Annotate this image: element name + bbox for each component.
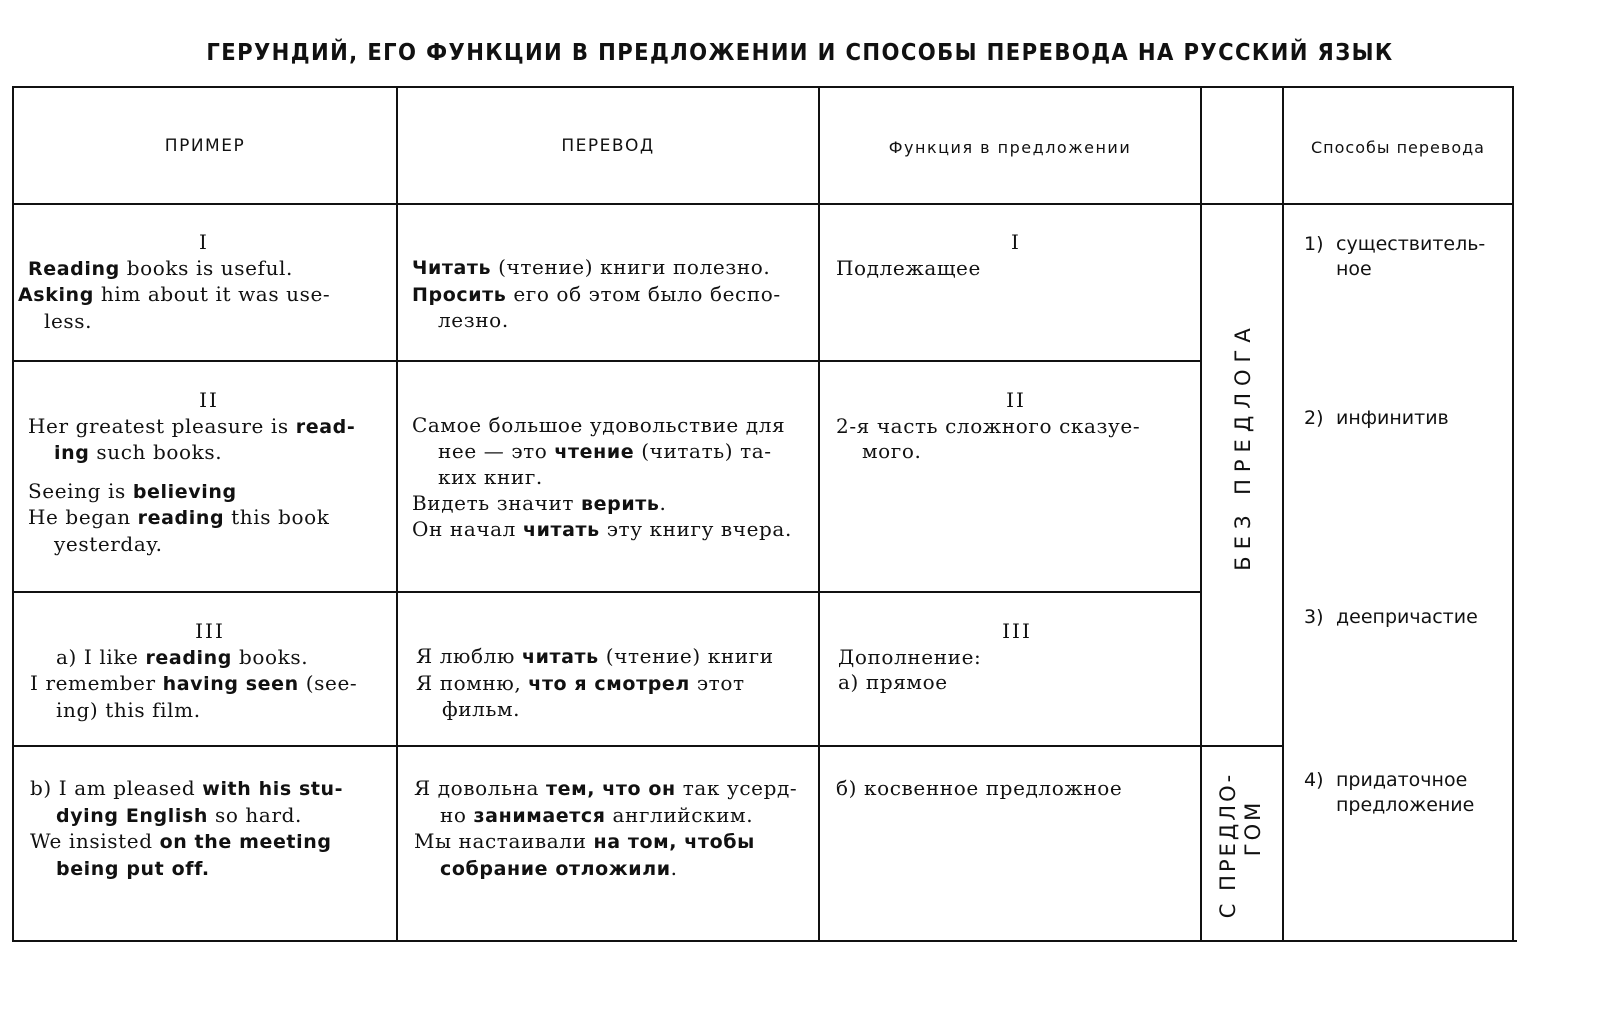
row2-number: II [199,388,219,412]
rule-right [1512,86,1514,942]
gerund-term: Reading [28,257,120,280]
rule-top [12,86,1512,88]
row1-translation: Читать (чтение) книги полезно. Просить его об этом было беспо- лезно. [412,255,781,332]
label-with-preposition: С ПРЕДЛО- ГОМ [1216,771,1265,919]
row1-function: I Подлежащее [836,230,1021,280]
row-divider-2 [12,591,1200,593]
row2-translation: Самое большое удовольствие для нее — это чтение (читать) та- ких книг. Видеть значит верить. Он начал читать эту книгу вчера. [412,413,792,541]
rule-bottom [12,940,1517,942]
row4-example: b) I am pleased with his stu- dying English so hard. We insisted on the meeting being put off. [30,776,344,880]
col-divider-2 [818,86,820,942]
row1-number: I [199,230,209,254]
gerund-term: Asking [18,284,94,306]
row4-function: б) косвенное предложное [836,776,1123,800]
label-without-preposition: БЕЗ ПРЕДЛОГА [1231,321,1255,571]
header-translation: ПЕРЕВОД [561,136,655,156]
row-divider-1 [12,360,1200,362]
row2-example: II Her greatest pleasure is read- ing such books. Seeing is believing He began reading this book yesterday. [28,388,390,557]
way-2: 2) инфинитив [1304,407,1449,429]
rule-left [12,86,14,942]
row3-number: III [195,619,225,643]
row3-translation: Я люблю читать (чтение) книги Я помню, что я смотрел этот фильм. [416,644,774,721]
row-divider-3 [12,745,1282,747]
way-3: 3) деепричастие [1304,606,1478,628]
header-ways: Способы перевода [1311,138,1485,157]
header-example: ПРИМЕР [164,136,246,156]
row2-function: II 2-я часть сложного сказуе- мого. [836,388,1141,463]
col-divider-1 [396,86,398,942]
page-title: ГЕРУНДИЙ, ЕГО ФУНКЦИИ В ПРЕДЛОЖЕНИИ И СПОСОБЫ ПЕРЕВОДА НА РУССКИЙ ЯЗЫК [206,40,1394,66]
way-4: 4) придаточное предложение [1304,769,1475,816]
way-1: 1) существитель- ное [1304,233,1486,280]
row1-example: I Reading books is useful. Asking him about it was use- less. [18,230,390,334]
col-divider-3 [1200,86,1202,942]
col-divider-4 [1282,86,1284,942]
rule-header-bottom [12,203,1512,205]
row3-example: III a) I like reading books. I remember having seen (see- ing) this film. [30,619,390,723]
row3-function: III Дополнение: а) прямое [838,619,1032,694]
header-function: Функция в предложении [888,138,1132,157]
row4-translation: Я довольна тем, что он так усерд- но занимается английским. Мы настаивали на том, чтобы собрание отложили. [414,776,798,880]
